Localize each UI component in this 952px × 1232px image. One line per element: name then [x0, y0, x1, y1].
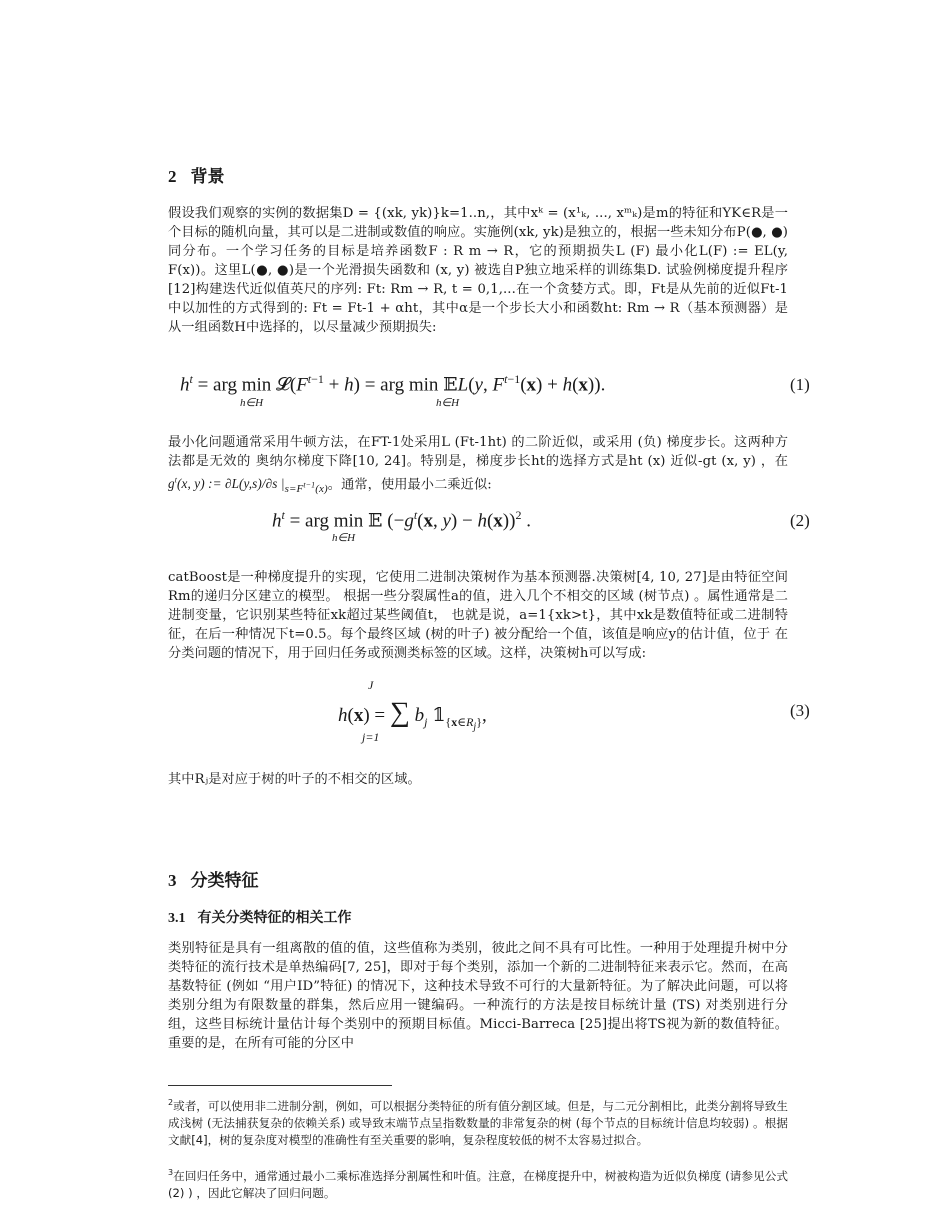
footnote-rule — [168, 1085, 392, 1086]
body-text-b: 。通常，使用最小二乘近似: — [327, 477, 492, 493]
footnote-mark: 2 — [168, 1098, 174, 1107]
body-text — [168, 433, 788, 499]
equation-1: $h^t$ = arg $\min 𝓛(F^{t-1} + h)$ = arg min 𝔼L(y, $F^{t-1}(x) + h(x)$). — [180, 372, 606, 396]
inline-gradient-formula: $g^t(x$, y) := ∂L(y,s)/∂s $|_{s=F^{t-1}(x)}$ — [168, 476, 328, 496]
footnote-2 — [168, 1094, 788, 1149]
footnote-body: 或者，可以使用非二进制分割，例如，可以根据分类特征的所有值分割区域。但是，与二元分割相比，此类分割将导致生成浅树 (无法捕获复杂的依赖关系) 或导致末端节点呈指数数量的非常复杂的树 (每个节点的目标统计信息均较弱) 。根据文献[4]，树的复杂度对模型的准确性有至关重要的影响，复杂程度较低的树不太容易过拟合。 — [168, 1098, 788, 1147]
equation-1-subscript-b: h∈H — [436, 397, 460, 409]
section-2-para-2 — [168, 433, 788, 499]
section-number: 2 — [168, 167, 177, 186]
section-2-para-1 — [168, 204, 788, 337]
body-text: 假设我们观察的实例的数据集D = {(xk, yk)}k=1..n,，其中xᵏ = (x¹ₖ, ..., xᵐₖ)是m的特征和YK∈R是一个目标的随机向量，其可以是二进制或数值的响应。实施例(xk, yk)是独立的，根据一些未知分布P(●, ●)同分布。一个学习任务的目标是培养函数F : R m → R，它的预期损失L (F) 最小化L(F) := EL(y, F(x))。这里L(●, ●)是一个光滑损失函数和 (x, y) 被选自P独立地采样的训练集D. 试验例梯度提升程序[12]构建迭代近似值英尺的序列: Ft: Rm → R, t = 0,1,...在一个贪婪方式。即，Ft是从先前的近似Ft-1中以加性的方式得到的: Ft = Ft-1 + αht，其中α是一个步长大小和函数ht: Rm → R（基本预测器）是从一组函数H中选择的，以尽量减少预期损失: — [168, 206, 788, 335]
subsection-title: 有关分类特征的相关工作 — [197, 910, 352, 926]
body-text: 类别特征是具有一组离散的值的值，这些值称为类别，彼此之间不具有可比性。一种用于处理提升树中分类特征的流行技术是单热编码[7, 25]，即对于每个类别，添加一个新的二进制特征来表示它。然而，在高基数特征 (例如 “用户ID”特征) 的情况下，这种技术导致不可行的大量新特征。为了解决此问题，可以将类别分组为有限数量的群集，然后应用一键编码。一种流行的方法是按目标统计量 (TS) 对类别进行分组，这些目标统计量估计每个类别中的预期目标值。Micci-Barreca [25]提出将TS视为新的数值特征。重要的是，在所有可能的分区中 — [168, 941, 788, 1051]
footnote-text — [168, 1164, 788, 1202]
section-3-heading — [168, 866, 259, 891]
section-number: 3 — [168, 871, 177, 890]
footnote-mark: 3 — [168, 1168, 174, 1177]
footnote-text — [168, 1094, 788, 1149]
subsection-3-1-heading — [168, 907, 352, 927]
section-title: 背景 — [190, 167, 225, 187]
section-2-heading — [168, 162, 225, 187]
body-text: catBoost是一种梯度提升的实现，它使用二进制决策树作为基本预测器.决策树[4, 10, 27]是由特征空间Rm的递归分区建立的模型。 根据一些分裂属性a的值，进入几个不相交的区域 (树节点) 。属性通常是二进制变量，它识别某些特征xk超过某些阈值t， 也就是说，a=1{xk>t}，其中xk是数值特征或二进制特征，在后一种情况下t=0.5。每个最终区域 (树的叶子) 被分配给一个值，该值是响应y的估计值，位于 在分类问题的情况下，用于回归任务或预测类标签的区域。这样，决策树h可以写成: — [168, 570, 788, 661]
footnote-3 — [168, 1164, 788, 1202]
body-text-a: 最小化问题通常采用牛顿方法，在FT-1处采用L (Ft-1ht) 的二阶近似，或采用 (负) 梯度步长。这两种方法都是无效的 奥纳尔梯度下降[10, 24]。特别是，梯度步长ht的选择方式是ht (x) 近似-gt (x, y) ，在 — [168, 435, 788, 469]
section-title: 分类特征 — [190, 871, 259, 891]
footnote-body: 在回归任务中，通常通过最小二乘标准选择分割属性和叶值。注意，在梯度提升中，树被构造为近似负梯度 (请参见公式 (2) ) ，因此它解决了回归问题。 — [168, 1168, 788, 1200]
equation-1-subscript-a: h∈H — [240, 397, 264, 409]
equation-2-subscript: h∈H — [332, 532, 356, 544]
equation-1-number: (1) — [790, 375, 810, 394]
section-2-para-4 — [168, 770, 788, 789]
section-2-para-3 — [168, 568, 788, 663]
equation-2: $h^t$ = arg min 𝔼 ($-g^t(x$, y) − h(x))$^2$ . — [272, 508, 531, 532]
equation-3: h(x) = ∑ $b_j$ $𝟙_{\{x\in R_j\}}$, — [338, 697, 487, 733]
equation-3-number: (3) — [790, 701, 810, 720]
equation-3-upper-limit: J — [368, 678, 374, 692]
body-text: 其中Rⱼ是对应于树的叶子的不相交的区域。 — [168, 772, 421, 787]
equation-3-lower-limit: j=1 — [362, 730, 380, 744]
section-3-para-1 — [168, 939, 788, 1053]
equation-2-number: (2) — [790, 511, 810, 530]
subsection-number: 3.1 — [168, 911, 186, 926]
